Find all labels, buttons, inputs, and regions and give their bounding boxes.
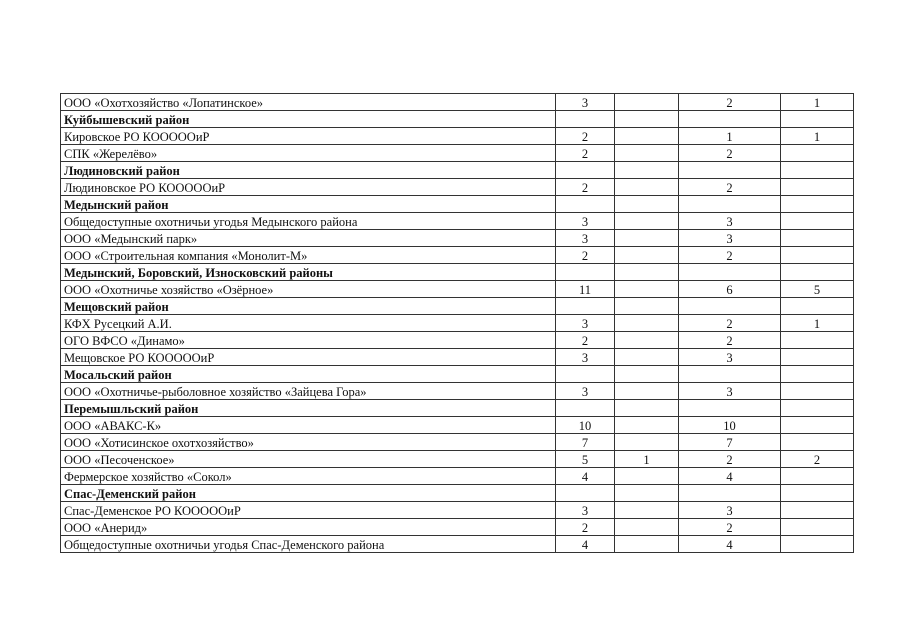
value-cell-col2 — [615, 468, 679, 485]
region-header-row — [61, 162, 854, 179]
organization-name: СПК «Жерелёво» — [61, 145, 556, 162]
organization-name: ООО «Анерид» — [61, 519, 556, 536]
value-cell-col3 — [679, 366, 781, 383]
organization-name: ООО «Песоченское» — [61, 451, 556, 468]
value-cell-col4 — [781, 196, 854, 213]
value-cell-col3: 2 — [679, 179, 781, 196]
table-row — [61, 383, 854, 400]
value-cell-col4 — [781, 349, 854, 366]
value-cell-col3: 1 — [679, 128, 781, 145]
value-cell-col1 — [556, 400, 615, 417]
value-cell-col1: 2 — [556, 145, 615, 162]
region-header-row — [61, 485, 854, 502]
value-cell-col1: 2 — [556, 332, 615, 349]
organization-name: ООО «Медынский парк» — [61, 230, 556, 247]
value-cell-col1: 2 — [556, 247, 615, 264]
region-header-row — [61, 366, 854, 383]
organization-name: ООО «Охотхозяйство «Лопатинское» — [61, 94, 556, 111]
value-cell-col1: 3 — [556, 230, 615, 247]
region-name: Перемышльский район — [61, 400, 556, 417]
value-cell-col2 — [615, 485, 679, 502]
region-name: Куйбышевский район — [61, 111, 556, 128]
value-cell-col3: 4 — [679, 468, 781, 485]
value-cell-col3: 10 — [679, 417, 781, 434]
value-cell-col4 — [781, 213, 854, 230]
value-cell-col1: 10 — [556, 417, 615, 434]
value-cell-col4 — [781, 383, 854, 400]
value-cell-col4 — [781, 366, 854, 383]
organization-name: ООО «Хотисинское охотхозяйство» — [61, 434, 556, 451]
value-cell-col2 — [615, 434, 679, 451]
value-cell-col3 — [679, 400, 781, 417]
organization-name: Кировское РО КОООООиР — [61, 128, 556, 145]
table-row — [61, 128, 854, 145]
value-cell-col4: 1 — [781, 128, 854, 145]
value-cell-col3 — [679, 196, 781, 213]
value-cell-col4 — [781, 519, 854, 536]
value-cell-col2: 1 — [615, 451, 679, 468]
value-cell-col1: 7 — [556, 434, 615, 451]
value-cell-col3 — [679, 162, 781, 179]
organization-name: Фермерское хозяйство «Сокол» — [61, 468, 556, 485]
region-name: Мещовский район — [61, 298, 556, 315]
value-cell-col1: 3 — [556, 94, 615, 111]
value-cell-col4 — [781, 179, 854, 196]
value-cell-col2 — [615, 196, 679, 213]
value-cell-col3: 4 — [679, 536, 781, 553]
table-row — [61, 315, 854, 332]
value-cell-col2 — [615, 145, 679, 162]
table-row — [61, 519, 854, 536]
value-cell-col4 — [781, 332, 854, 349]
value-cell-col1: 3 — [556, 349, 615, 366]
value-cell-col4 — [781, 468, 854, 485]
value-cell-col3: 2 — [679, 315, 781, 332]
table-row — [61, 281, 854, 298]
value-cell-col2 — [615, 213, 679, 230]
table-row — [61, 145, 854, 162]
region-name: Спас-Деменский район — [61, 485, 556, 502]
table-row — [61, 451, 854, 468]
table-row — [61, 349, 854, 366]
region-header-row — [61, 196, 854, 213]
region-header-row — [61, 111, 854, 128]
value-cell-col1: 2 — [556, 128, 615, 145]
value-cell-col1: 3 — [556, 213, 615, 230]
organization-name: КФХ Русецкий А.И. — [61, 315, 556, 332]
value-cell-col4 — [781, 400, 854, 417]
organization-name: Людиновское РО КОООООиР — [61, 179, 556, 196]
value-cell-col1 — [556, 196, 615, 213]
value-cell-col3 — [679, 111, 781, 128]
value-cell-col2 — [615, 383, 679, 400]
value-cell-col1: 2 — [556, 179, 615, 196]
value-cell-col3: 2 — [679, 332, 781, 349]
organization-name: ООО «Строительная компания «Монолит-М» — [61, 247, 556, 264]
table-row — [61, 94, 854, 111]
value-cell-col2 — [615, 400, 679, 417]
value-cell-col3: 3 — [679, 383, 781, 400]
value-cell-col2 — [615, 128, 679, 145]
region-name: Мосальский район — [61, 366, 556, 383]
value-cell-col2 — [615, 111, 679, 128]
value-cell-col3: 2 — [679, 519, 781, 536]
value-cell-col2 — [615, 281, 679, 298]
table-row — [61, 502, 854, 519]
value-cell-col2 — [615, 519, 679, 536]
table-row — [61, 213, 854, 230]
value-cell-col1 — [556, 366, 615, 383]
region-header-row — [61, 264, 854, 281]
value-cell-col3: 6 — [679, 281, 781, 298]
table-body — [61, 94, 854, 553]
value-cell-col1: 3 — [556, 315, 615, 332]
value-cell-col3: 2 — [679, 145, 781, 162]
value-cell-col2 — [615, 298, 679, 315]
organization-name: ОГО ВФСО «Динамо» — [61, 332, 556, 349]
value-cell-col3: 7 — [679, 434, 781, 451]
value-cell-col4: 2 — [781, 451, 854, 468]
value-cell-col2 — [615, 230, 679, 247]
value-cell-col2 — [615, 536, 679, 553]
value-cell-col1 — [556, 485, 615, 502]
organization-name: Мещовское РО КОООООиР — [61, 349, 556, 366]
value-cell-col1: 11 — [556, 281, 615, 298]
value-cell-col2 — [615, 349, 679, 366]
value-cell-col4: 5 — [781, 281, 854, 298]
value-cell-col3: 3 — [679, 502, 781, 519]
region-name: Медынский, Боровский, Износковский районы — [61, 264, 556, 281]
value-cell-col3: 2 — [679, 94, 781, 111]
value-cell-col2 — [615, 417, 679, 434]
value-cell-col1: 3 — [556, 502, 615, 519]
value-cell-col3: 2 — [679, 451, 781, 468]
value-cell-col1 — [556, 162, 615, 179]
organization-name: ООО «АВАКС-К» — [61, 417, 556, 434]
quota-table — [60, 93, 854, 553]
table-row — [61, 179, 854, 196]
organization-name: Спас-Деменское РО КОООООиР — [61, 502, 556, 519]
table-row — [61, 230, 854, 247]
region-name: Людиновский район — [61, 162, 556, 179]
value-cell-col2 — [615, 179, 679, 196]
value-cell-col4 — [781, 502, 854, 519]
value-cell-col2 — [615, 502, 679, 519]
value-cell-col2 — [615, 366, 679, 383]
value-cell-col2 — [615, 315, 679, 332]
region-header-row — [61, 298, 854, 315]
value-cell-col4 — [781, 298, 854, 315]
value-cell-col3 — [679, 485, 781, 502]
value-cell-col1: 5 — [556, 451, 615, 468]
organization-name: Общедоступные охотничьи угодья Медынского района — [61, 213, 556, 230]
value-cell-col1 — [556, 264, 615, 281]
value-cell-col4 — [781, 434, 854, 451]
organization-name: ООО «Охотничье-рыболовное хозяйство «Зайцева Гора» — [61, 383, 556, 400]
value-cell-col1 — [556, 111, 615, 128]
value-cell-col4 — [781, 145, 854, 162]
table-row — [61, 434, 854, 451]
value-cell-col3 — [679, 298, 781, 315]
value-cell-col1: 2 — [556, 519, 615, 536]
organization-name: Общедоступные охотничьи угодья Спас-Деменского района — [61, 536, 556, 553]
value-cell-col4 — [781, 536, 854, 553]
value-cell-col4: 1 — [781, 94, 854, 111]
value-cell-col1: 3 — [556, 383, 615, 400]
value-cell-col1: 4 — [556, 468, 615, 485]
table-row — [61, 468, 854, 485]
value-cell-col2 — [615, 332, 679, 349]
value-cell-col4 — [781, 230, 854, 247]
value-cell-col4 — [781, 162, 854, 179]
value-cell-col2 — [615, 162, 679, 179]
table-row — [61, 247, 854, 264]
value-cell-col3: 3 — [679, 349, 781, 366]
table-row — [61, 417, 854, 434]
value-cell-col4 — [781, 111, 854, 128]
value-cell-col3: 3 — [679, 230, 781, 247]
value-cell-col2 — [615, 264, 679, 281]
value-cell-col3: 3 — [679, 213, 781, 230]
value-cell-col1: 4 — [556, 536, 615, 553]
value-cell-col4 — [781, 247, 854, 264]
region-header-row — [61, 400, 854, 417]
value-cell-col4 — [781, 264, 854, 281]
value-cell-col4: 1 — [781, 315, 854, 332]
organization-name: ООО «Охотничье хозяйство «Озёрное» — [61, 281, 556, 298]
value-cell-col2 — [615, 94, 679, 111]
value-cell-col4 — [781, 485, 854, 502]
table-row — [61, 332, 854, 349]
table-row — [61, 536, 854, 553]
region-name: Медынский район — [61, 196, 556, 213]
value-cell-col2 — [615, 247, 679, 264]
value-cell-col1 — [556, 298, 615, 315]
value-cell-col4 — [781, 417, 854, 434]
value-cell-col3: 2 — [679, 247, 781, 264]
value-cell-col3 — [679, 264, 781, 281]
